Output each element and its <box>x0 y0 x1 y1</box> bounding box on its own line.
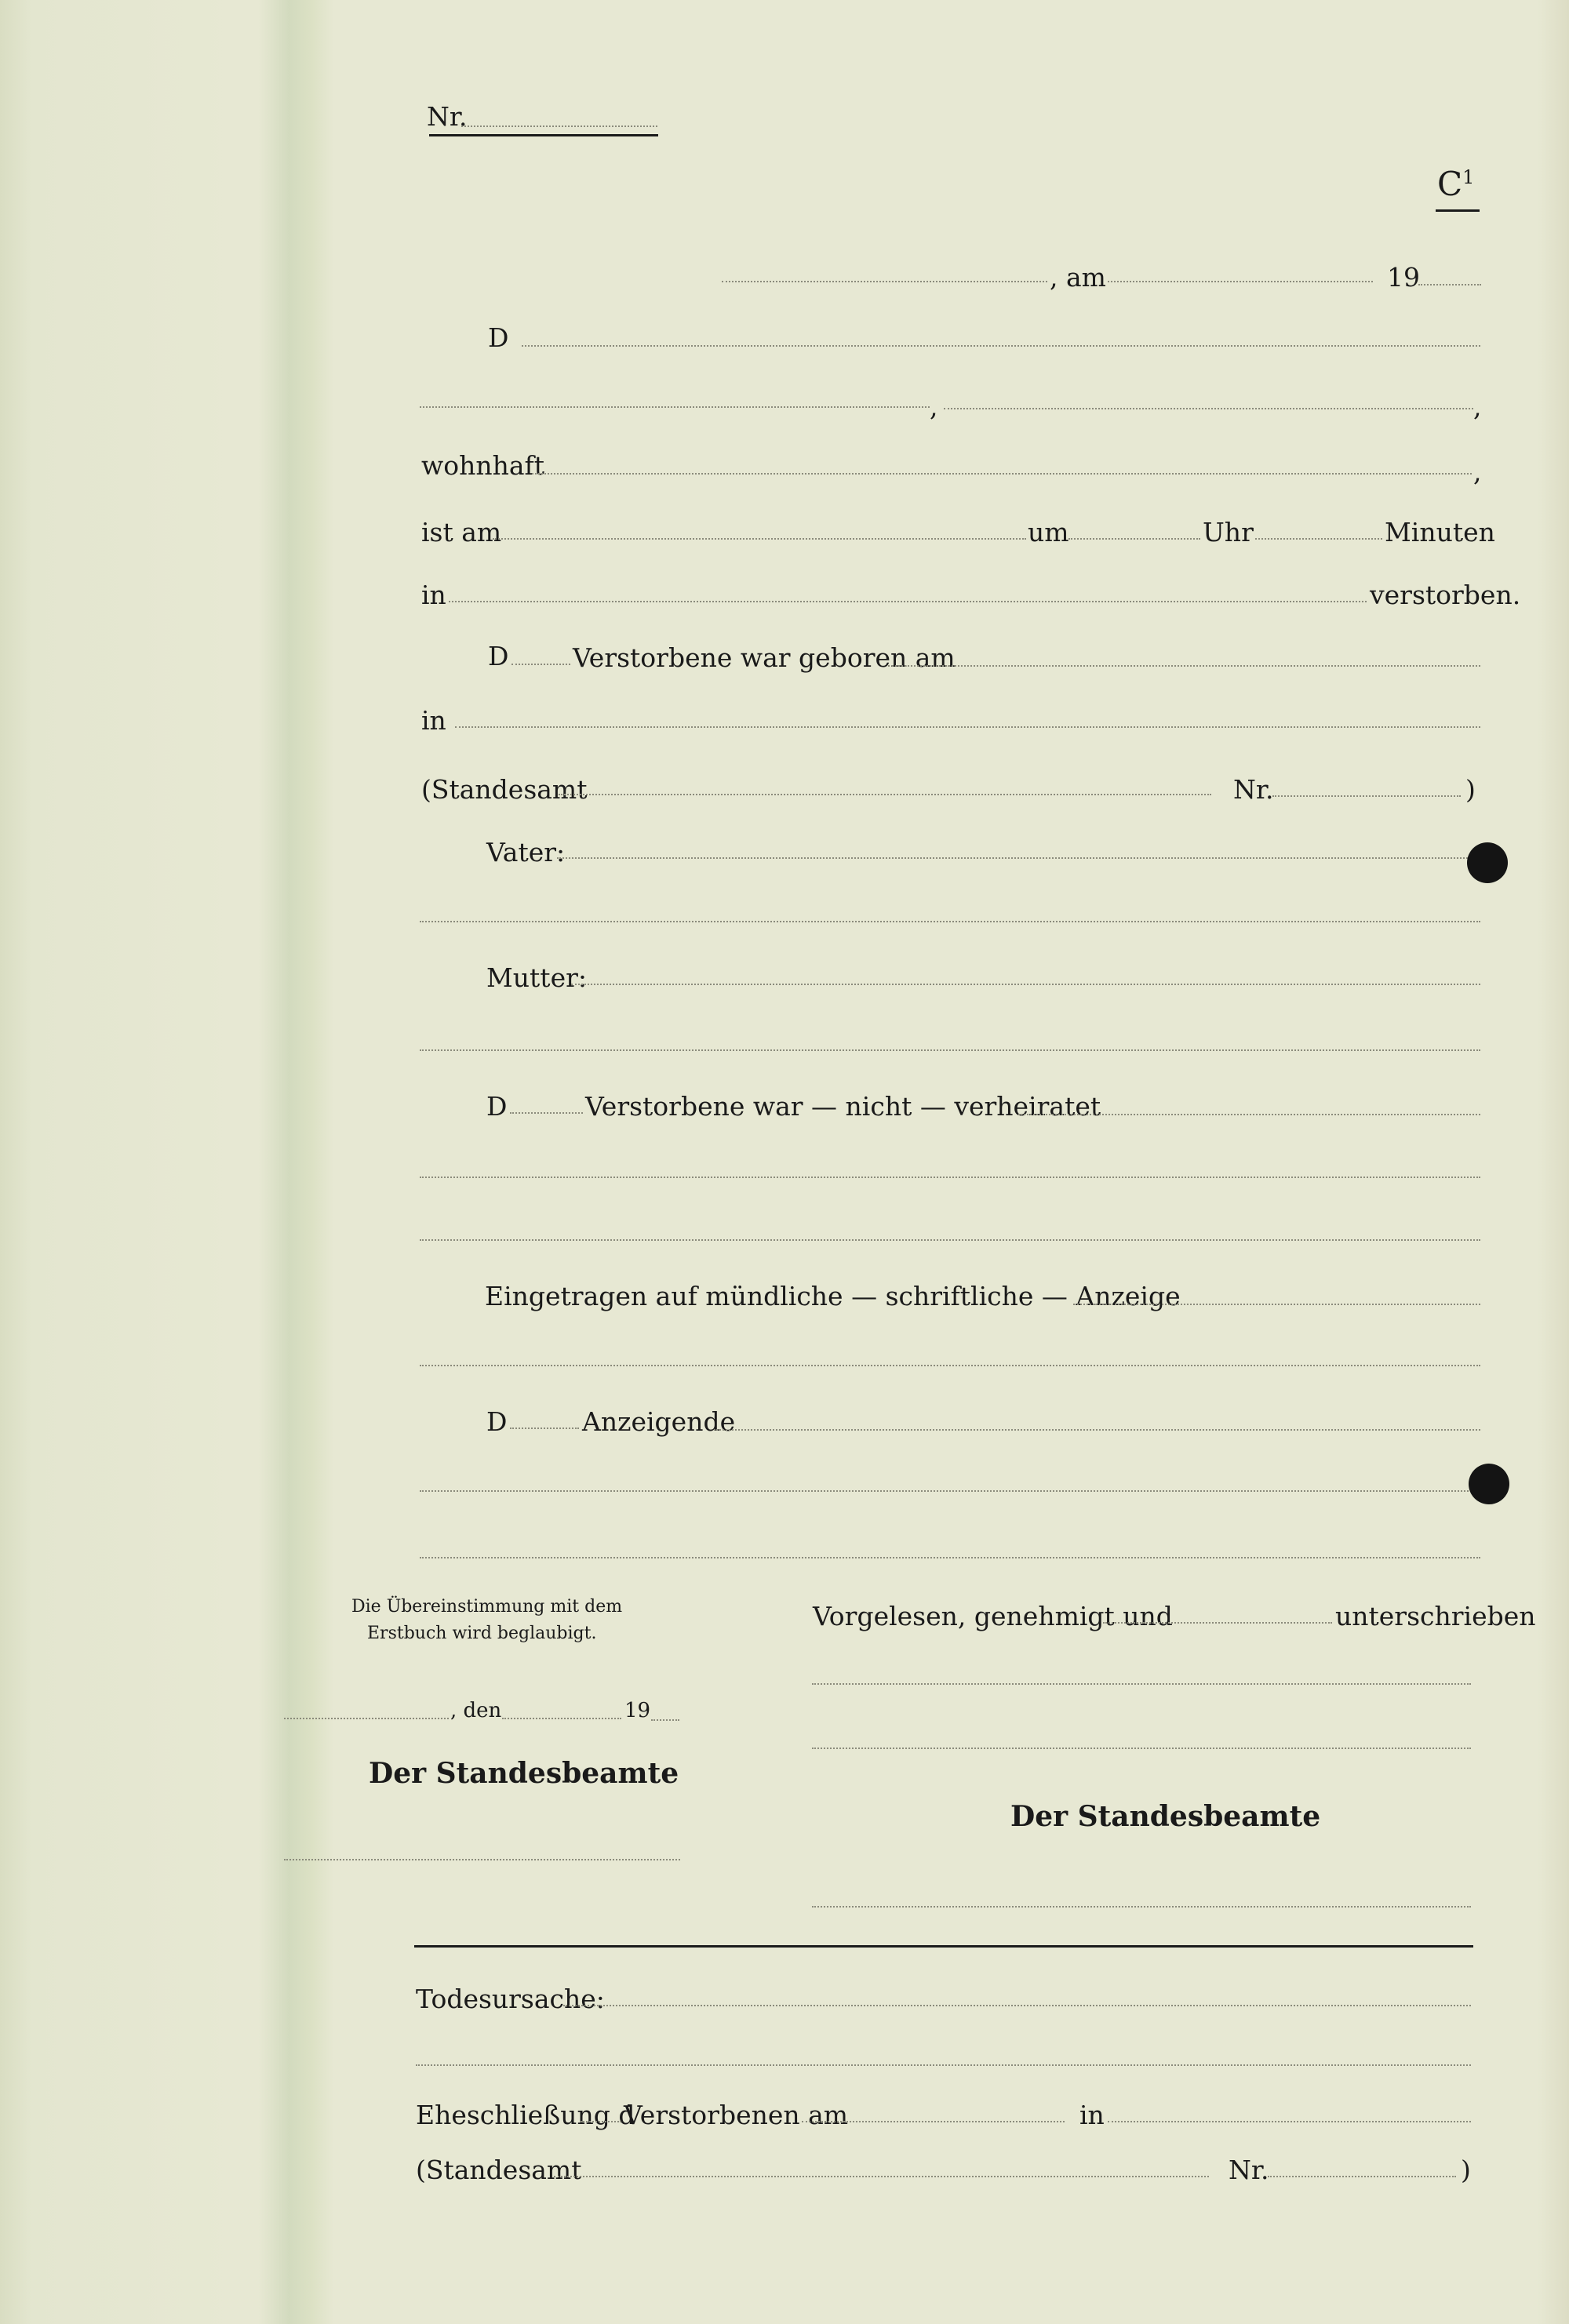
close-paren-2: ) <box>1461 2155 1471 2185</box>
registry-nr-field-1[interactable] <box>1272 795 1461 797</box>
birth-place-field[interactable] <box>455 726 1480 728</box>
mutter-label: Mutter: <box>486 962 587 993</box>
born-label: Verstorbene war geboren am <box>573 642 956 673</box>
name-field[interactable] <box>522 345 1480 347</box>
ehe-label-a: Eheschließung d <box>416 2100 635 2130</box>
standesamt-label-2: (Standesamt <box>416 2155 582 2185</box>
registry-field-1[interactable] <box>559 794 1211 795</box>
cert-year-prefix: 19 <box>624 1699 651 1722</box>
cert-year-field[interactable] <box>651 1719 679 1721</box>
article-field-4[interactable] <box>581 2121 621 2122</box>
standesamt-label-1: (Standesamt <box>421 774 588 805</box>
form-code-underline <box>1436 209 1480 212</box>
father-field-2[interactable] <box>420 921 1480 922</box>
cause-field[interactable] <box>563 2005 1471 2006</box>
registry-nr-field-2[interactable] <box>1268 2176 1456 2177</box>
religion-field[interactable] <box>944 408 1473 409</box>
approval-label: Vorgelesen, genehmigt und <box>813 1601 1173 1631</box>
nr-label: Nr. <box>427 101 468 132</box>
death-place-field[interactable] <box>449 601 1367 602</box>
punch-hole-top <box>1467 842 1508 883</box>
informant-field-2[interactable] <box>420 1490 1480 1492</box>
spouse-field-2[interactable] <box>420 1177 1480 1178</box>
verstorben-label: verstorben. <box>1370 580 1521 610</box>
nr-label-3: Nr. <box>1229 2155 1269 2185</box>
spouse-field[interactable] <box>1018 1114 1480 1115</box>
minuten-label: Minuten <box>1385 517 1495 547</box>
cert-line-1: Die Übereinstimmung mit dem <box>351 1597 623 1617</box>
am-label: , am <box>1050 262 1106 293</box>
uhr-label: Uhr <box>1203 517 1254 547</box>
vater-label: Vater: <box>486 837 566 867</box>
mother-field-2[interactable] <box>420 1049 1480 1051</box>
mother-field[interactable] <box>571 984 1480 985</box>
cert-date-field[interactable] <box>502 1718 621 1719</box>
cert-signature-field[interactable] <box>284 1859 680 1860</box>
article-field-1[interactable] <box>511 664 570 665</box>
informant-field[interactable] <box>714 1429 1480 1431</box>
todesursache-label: Todesursache: <box>416 1984 605 2014</box>
cause-field-2[interactable] <box>416 2064 1471 2066</box>
unterschrieben-label: unterschrieben <box>1335 1601 1536 1631</box>
spouse-field-3[interactable] <box>420 1239 1480 1241</box>
in-label-1: in <box>421 580 446 610</box>
paper-fold <box>259 0 334 2324</box>
date-field[interactable] <box>1108 281 1373 282</box>
close-paren-1: ) <box>1465 774 1476 805</box>
marriage-place-field[interactable] <box>1108 2121 1471 2122</box>
d-label-3: D <box>486 1091 508 1122</box>
year-prefix: 19 <box>1387 262 1420 293</box>
cert-line-2: Erstbuch wird beglaubigt. <box>367 1624 597 1643</box>
form-code-sup: 1 <box>1462 166 1475 188</box>
entry-field[interactable] <box>1073 1304 1480 1305</box>
signer-field-2[interactable] <box>812 1748 1471 1749</box>
father-field[interactable] <box>557 857 1480 859</box>
residence-field[interactable] <box>532 473 1472 475</box>
article-field-2[interactable] <box>510 1112 583 1114</box>
nr-field[interactable] <box>461 125 657 127</box>
death-date-field[interactable] <box>493 538 1026 540</box>
article-field-3[interactable] <box>510 1427 579 1429</box>
registry-field-2[interactable] <box>554 2176 1209 2177</box>
marriage-date-field[interactable] <box>802 2121 1065 2122</box>
married-label: Verstorbene war — nicht — verheiratet <box>585 1091 1101 1122</box>
birth-date-field[interactable] <box>888 665 1480 667</box>
ehe-label-b: Verstorbenen am <box>624 2100 849 2130</box>
comma-2: , <box>1473 391 1482 422</box>
wohnhaft-label: wohnhaft <box>421 450 545 481</box>
d-label-2: D <box>488 641 509 671</box>
occupation-field[interactable] <box>420 406 930 408</box>
entry-field-2[interactable] <box>420 1365 1480 1366</box>
informant-field-3[interactable] <box>420 1557 1480 1558</box>
place-field[interactable] <box>722 281 1047 282</box>
in-label-2: in <box>421 705 446 736</box>
d-label-1: D <box>488 322 509 353</box>
ist-am-label: ist am <box>421 517 502 547</box>
nr-label-2: Nr. <box>1233 774 1274 805</box>
in-label-3: in <box>1079 2100 1105 2130</box>
form-code-letter: C <box>1437 165 1463 203</box>
signer-field-1[interactable] <box>812 1683 1471 1685</box>
approval-field[interactable] <box>1103 1622 1332 1624</box>
minute-field[interactable] <box>1255 538 1382 540</box>
approval-signature-field[interactable] <box>812 1906 1471 1908</box>
cert-signature-title: Der Standesbeamte <box>369 1757 679 1790</box>
nr-underline <box>429 134 658 136</box>
entry-label: Eingetragen auf mündliche — schriftliche — Anzeige <box>485 1281 1181 1311</box>
separator-line <box>414 1945 1473 1948</box>
form-code <box>1437 165 1474 203</box>
cert-den-label: , den <box>450 1699 502 1722</box>
hour-field[interactable] <box>1068 538 1200 540</box>
um-label: um <box>1028 517 1069 547</box>
punch-hole-bottom <box>1469 1464 1509 1504</box>
informant-label: Anzeigende <box>582 1406 736 1437</box>
cert-place-field[interactable] <box>284 1718 449 1719</box>
year-field[interactable] <box>1418 284 1481 285</box>
approval-signature-title: Der Standesbeamte <box>1010 1800 1321 1833</box>
d-label-4: D <box>486 1406 508 1437</box>
comma-3: , <box>1473 456 1482 487</box>
comma-1: , <box>930 391 938 422</box>
